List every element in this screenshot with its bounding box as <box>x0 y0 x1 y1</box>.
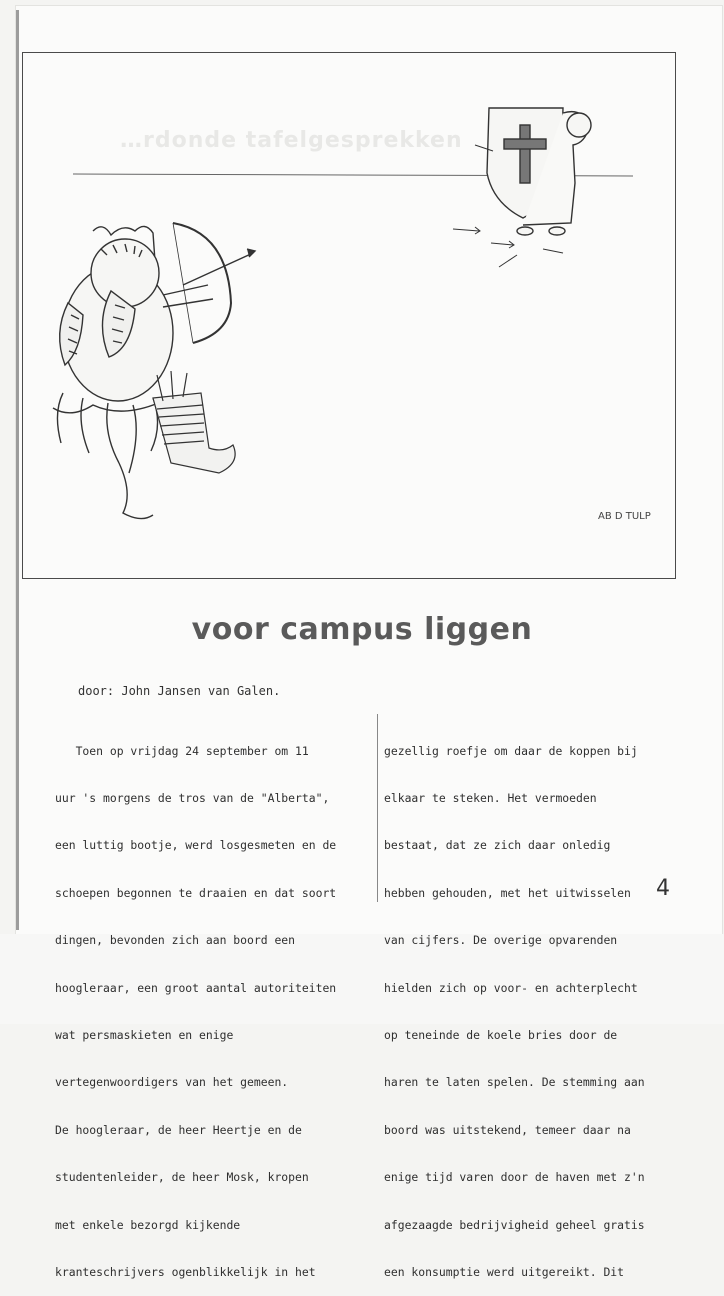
text-line: een luttig bootje, werd losgesmeten en de <box>55 838 337 853</box>
text-line: wat persmaskieten en enige <box>55 1027 234 1042</box>
page-number: 4 <box>656 876 670 901</box>
text-line: hielden zich op voor- en achterplecht <box>384 980 638 995</box>
cartoon-drawing <box>23 53 677 580</box>
article-column-left <box>55 712 336 1296</box>
text-line: De hoogleraar, de heer Heertje en de <box>55 1122 302 1137</box>
text-line: bestaat, dat ze zich daar onledig <box>384 838 611 853</box>
page-edge <box>16 10 19 930</box>
text-line: een konsumptie werd uitgereikt. Dit <box>384 1264 625 1279</box>
text-line: enige tijd varen door de haven met z'n <box>384 1170 645 1185</box>
owl-archer-icon <box>53 223 255 519</box>
cartoon-frame <box>22 52 676 579</box>
text-line: uur 's morgens de tros van de "Alberta", <box>55 790 330 805</box>
text-line: vertegenwoordigers van het gemeen. <box>55 1075 289 1090</box>
artist-signature: AB D TULP <box>598 511 651 522</box>
text-line: kranteschrijvers ogenblikkelijk in het <box>55 1264 316 1279</box>
text-line: afgezaagde bedrijvigheid geheel gratis <box>384 1217 645 1232</box>
column-divider <box>377 714 378 902</box>
text-line: van cijfers. De overige opvarenden <box>384 933 618 948</box>
text-line: haren te laten spelen. De stemming aan <box>384 1075 645 1090</box>
text-line: hebben gehouden, met het uitwisselen <box>384 885 631 900</box>
article-column-right <box>384 712 645 1296</box>
text-line: met enkele bezorgd kijkende <box>55 1217 241 1232</box>
text-line: elkaar te steken. Het vermoeden <box>384 790 597 805</box>
article-byline: door: John Jansen van Galen. <box>78 684 281 698</box>
woven-basket-icon <box>153 371 235 473</box>
text-line: Toen op vrijdag 24 september om 11 <box>55 743 309 758</box>
text-line: studentenleider, de heer Mosk, kropen <box>55 1170 309 1185</box>
text-line: dingen, bevonden zich aan boord een <box>55 933 296 948</box>
text-line: schoepen begonnen te draaien en dat soort <box>55 885 337 900</box>
text-line: gezellig roefje om daar de koppen bij <box>384 743 638 758</box>
text-line: hoogleraar, een groot aantal autoriteiten <box>55 980 337 995</box>
show-through-title: …rdonde tafelgesprekken <box>120 128 463 153</box>
text-line: boord was uitstekend, temeer daar na <box>384 1122 631 1137</box>
text-line: op teneinde de koele bries door de <box>384 1027 618 1042</box>
shield-cross-icon <box>487 108 591 235</box>
article-headline: voor campus liggen <box>191 612 533 647</box>
